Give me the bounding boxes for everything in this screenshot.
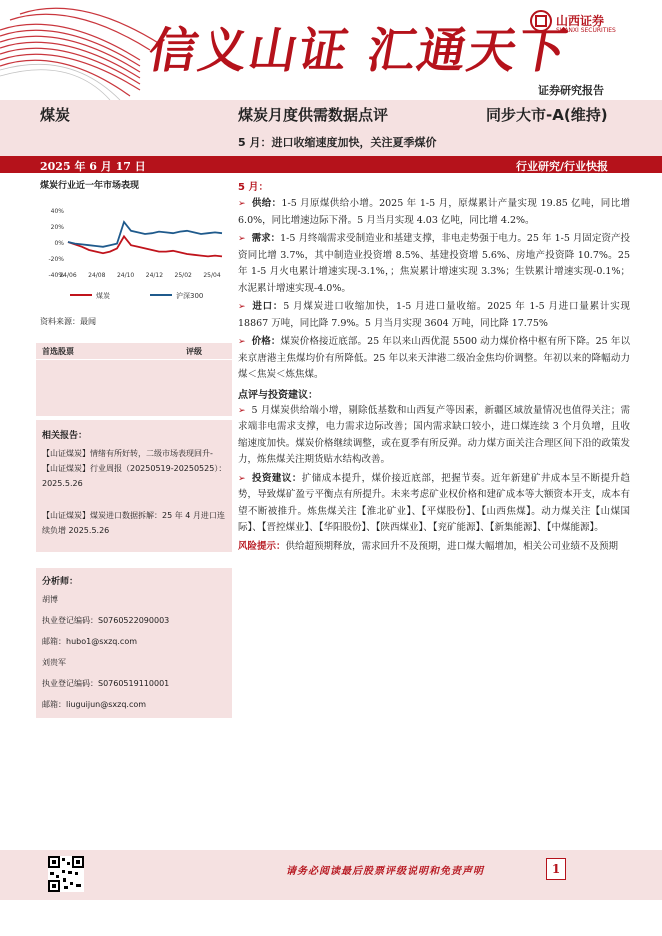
advice-paragraph [238,471,630,537]
paragraph-text: 5 月煤炭进口收缩加快，1-5 月进口量收缩。2025 年 1-5 月进口量累计实现 18867 万吨，同比降 7.9%。5 月当月实现 3604 万吨，同比降 17.75% [238,301,630,329]
logo-name: 山西证券 [556,14,605,28]
section-heading: 点评与投资建议： [238,389,318,401]
arrow-bullet-icon: ➢ [238,473,246,484]
rating-label: 同步大市-A(维持) [486,106,608,124]
arrow-bullet-icon: ➢ [238,234,246,244]
y-tick-label: -40% [48,272,64,279]
series-line [68,236,222,256]
paragraph-text: 1-5 月终端需求受制造业和基建支撑，非电走势强于电力。25 年 1-5 月固定资产投资同比增 3.7%，其中制造业投资增 8.5%、基建投资增 5.6%、房地产投资降 10.7%。25 年 1-5 月火电累计增速实现-3.1%，；焦炭累计增速实现 3.3%；生铁累计增速实现-0.1%；水泥累计增速实现-4.0%。 [238,233,630,294]
chart-source: 资料来源：最闻 [40,317,96,326]
report-title: 煤炭月度供需数据点评 [238,106,389,124]
y-tick-label: -20% [48,256,64,263]
paragraph-text: 1-5 月原煤供给小增。2025 年 1-5 月，原煤累计产量实现 19.85 亿吨，同比增 6.0%，同比增速边际下滑。5 月当月实现 4.03 亿吨，同比增 4.2%。 [238,198,630,226]
paragraph-keyword: 投资建议： [251,472,302,484]
x-tick-label: 24/12 [145,272,164,279]
paragraph-keyword: 进口： [251,301,284,312]
month-heading: 5 月： [238,182,269,193]
analyst-license: 执业登记编码：S0760519110001 [42,679,170,688]
paragraph-keyword: 需求： [251,233,281,244]
logo-name-en: SHANXI SECURITIES [556,27,616,34]
stock-column-label: 首选股票 [42,347,74,356]
logo-mark-icon [530,10,552,32]
y-tick-label: 20% [50,224,64,231]
arrow-bullet-icon: ➢ [238,337,246,347]
company-logo [530,10,650,40]
analyst-box [36,568,232,718]
stock-table-header [36,343,232,359]
slogan: 信义山证 汇通天下 [144,23,573,79]
paragraph-keyword: 价格： [251,336,281,347]
legend-label: 煤炭 [96,292,110,300]
report-date: 2025 年 6 月 17 日 [40,160,146,173]
y-tick-label: 0% [54,240,64,247]
rating-column-label: 评级 [186,347,202,356]
related-report-item[interactable]: 【山证煤炭】煤炭进口数据拆解：25 年 4 月进口连续负增 2025.5.26 [42,511,225,535]
x-tick-label: 24/10 [116,272,135,279]
analyst-name: 刘贵军 [42,658,66,667]
paragraph-text: 供给超预期释放，需求回升不及预期，进口煤大幅增加，相关公司业绩不及预期 [285,540,619,552]
paragraph-text: 煤炭价格接近底部。25 年以来山西优混 5500 动力煤价格中枢有所下降。25 年以来京唐港主焦煤均价有所降低。25 年以来天津港二级冶金焦均价调整。年初以来的降幅动力煤＜焦炭＜炼焦煤。 [238,336,630,380]
qr-code-icon[interactable] [48,856,84,892]
analyst-license: 执业登记编码：S0760522090003 [42,616,170,625]
series-line [68,222,222,247]
analyst-email[interactable]: 邮箱：hubo1@sxzq.com [42,637,138,646]
x-tick-label: 24/06 [59,272,77,279]
supply-paragraph [238,196,630,229]
report-category: 行业研究/行业快报 [516,160,609,173]
paragraph-text: 扩储成本提升，煤价接近底部，把握节奏。近年新建矿井成本呈不断提升趋势，导致煤矿盈亏平衡点有所提升。未来考虑矿业权价格和建矿成本等大额资本开支，成本有望不断被推升。炼焦煤关注【淮北矿业】、【平煤股份】、【山西焦煤】。动力煤关注【山煤国际】、【晋控煤业】、【华阳股份】、【陕西煤业】、【兖矿能源】、【新集能源】、【中煤能源】。 [238,472,630,533]
related-reports [36,420,232,552]
risk-paragraph [238,539,630,556]
legend-label: 沪深300 [176,292,204,300]
header [0,0,662,100]
market-performance-chart [40,192,230,310]
sector-label: 煤炭 [40,106,71,124]
report-subtitle: 5 月：进口收缩速度加快，关注夏季煤价 [238,136,437,149]
arrow-bullet-icon: ➢ [238,405,246,416]
report-type: 证券研究报告 [538,84,604,97]
import-paragraph [238,299,630,332]
analyst-email[interactable]: 邮箱：liuguijun@sxzq.com [42,700,147,709]
x-tick-label: 25/02 [174,272,192,279]
price-paragraph [238,334,630,384]
comment-paragraph [238,403,630,469]
arrow-bullet-icon: ➢ [238,199,246,209]
y-tick-label: 40% [50,208,64,215]
risk-keyword: 风险提示： [238,540,286,552]
x-tick-label: 24/08 [88,272,106,279]
analyst-title: 分析师： [42,577,79,587]
related-reports-title: 相关报告： [42,431,88,441]
disclaimer-text: 请务必阅读最后股票评级说明和免责声明 [286,866,484,877]
demand-paragraph [238,231,630,297]
main-content [238,178,630,557]
x-tick-label: 25/04 [203,272,221,279]
arrow-bullet-icon: ➢ [238,302,246,312]
paragraph-keyword: 供给： [251,198,282,209]
page-number: 1 [546,858,566,880]
paragraph-text: 5 月煤炭供给端小增，剔除低基数和山西复产等因素，新疆区域放量情况也值得关注；需求端非电需求支撑，电力需求边际改善；国内需求缺口较小，进口煤连续 3 个月负增，且收缩速度加快。煤炭价格继续调整，或在夏季有所反弹。动力煤方面关注合理区间下沿的政策发力，炼焦煤关注期货贴水结构改善。 [238,404,630,465]
stock-table-body [36,360,232,416]
chart-title: 煤炭行业近一年市场表现 [40,181,140,191]
related-report-item[interactable]: 【山证煤炭】情绪有所好转，二级市场表现回升-【山证煤炭】行业周报（20250519-20250525）： 2025.5.26 [42,449,227,488]
analyst-name: 胡博 [42,595,58,604]
